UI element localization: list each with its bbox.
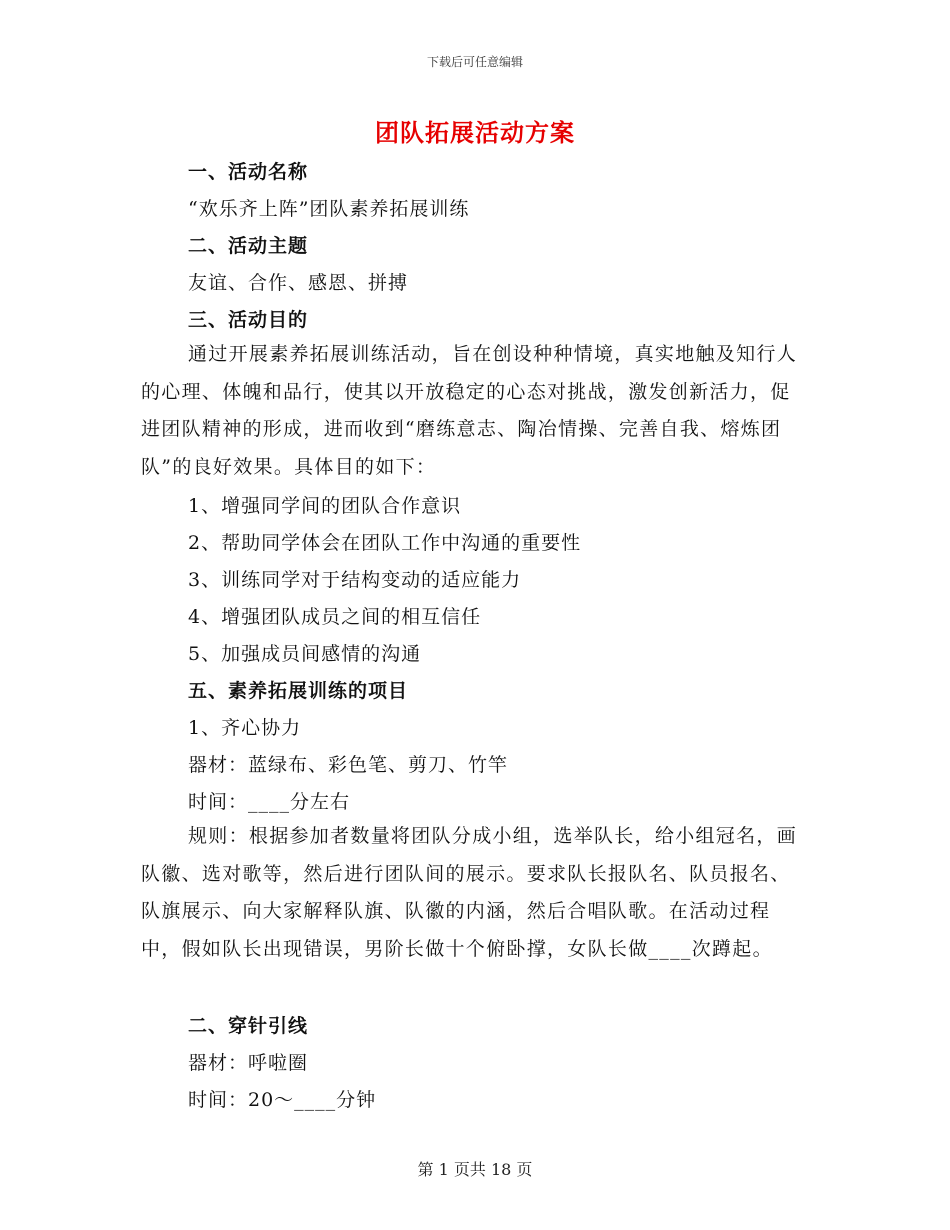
section-heading-activity-purpose: 三、活动目的: [188, 309, 309, 331]
goal-item: 5、加强成员间感情的沟通: [188, 643, 422, 665]
section-heading-training-projects: 五、素养拓展训练的项目: [188, 680, 409, 702]
project-2-time: 时间：20～____分钟: [188, 1089, 377, 1111]
document-title: 团队拓展活动方案: [375, 119, 575, 147]
page-number: 第 1 页共 18 页: [417, 1160, 533, 1179]
page-header-note: 下载后可任意编辑: [426, 55, 523, 69]
project-1-time: 时间：____分左右: [188, 791, 351, 813]
goal-item: 3、训练同学对于结构变动的适应能力: [188, 569, 522, 591]
project-1-equipment: 器材：蓝绿布、彩色笔、剪刀、竹竿: [188, 754, 509, 776]
section-heading-threading: 二、穿针引线: [188, 1015, 309, 1037]
section-heading-activity-theme: 二、活动主题: [188, 235, 309, 257]
goal-item: 4、增强团队成员之间的相互信任: [188, 606, 482, 628]
project-1-title: 1、齐心协力: [188, 717, 302, 739]
activity-theme-text: 友谊、合作、感恩、拼搏: [188, 272, 409, 294]
activity-purpose-paragraph: 通过开展素养拓展训练活动，旨在创设种种情境，真实地触及知行人的心理、体魄和品行，使其以开放稳定的心态对挑战，激发创新活力，促进团队精神的形成，进而收到“磨练意志、陶冶情操、完善自我、熔炼团队”的良好效果。具体目的如下：: [141, 343, 798, 478]
project-2-equipment: 器材：呼啦圈: [188, 1052, 309, 1074]
project-1-rules: 规则：根据参加者数量将团队分成小组，选举队长，给小组冠名，画队徽、选对歌等，然后进行团队间的展示。要求队长报队名、队员报名、队旗展示、向大家解释队旗、队徽的内涵，然后合唱队歌。在活动过程中，假如队长出现错误，男阶长做十个俯卧撑，女队长做____次蹲起。: [141, 825, 798, 960]
goal-item: 1、增强同学间的团队合作意识: [188, 495, 462, 517]
section-heading-activity-name: 一、活动名称: [188, 161, 309, 183]
goal-item: 2、帮助同学体会在团队工作中沟通的重要性: [188, 532, 582, 554]
activity-name-text: “欢乐齐上阵”团队素养拓展训练: [188, 198, 470, 220]
